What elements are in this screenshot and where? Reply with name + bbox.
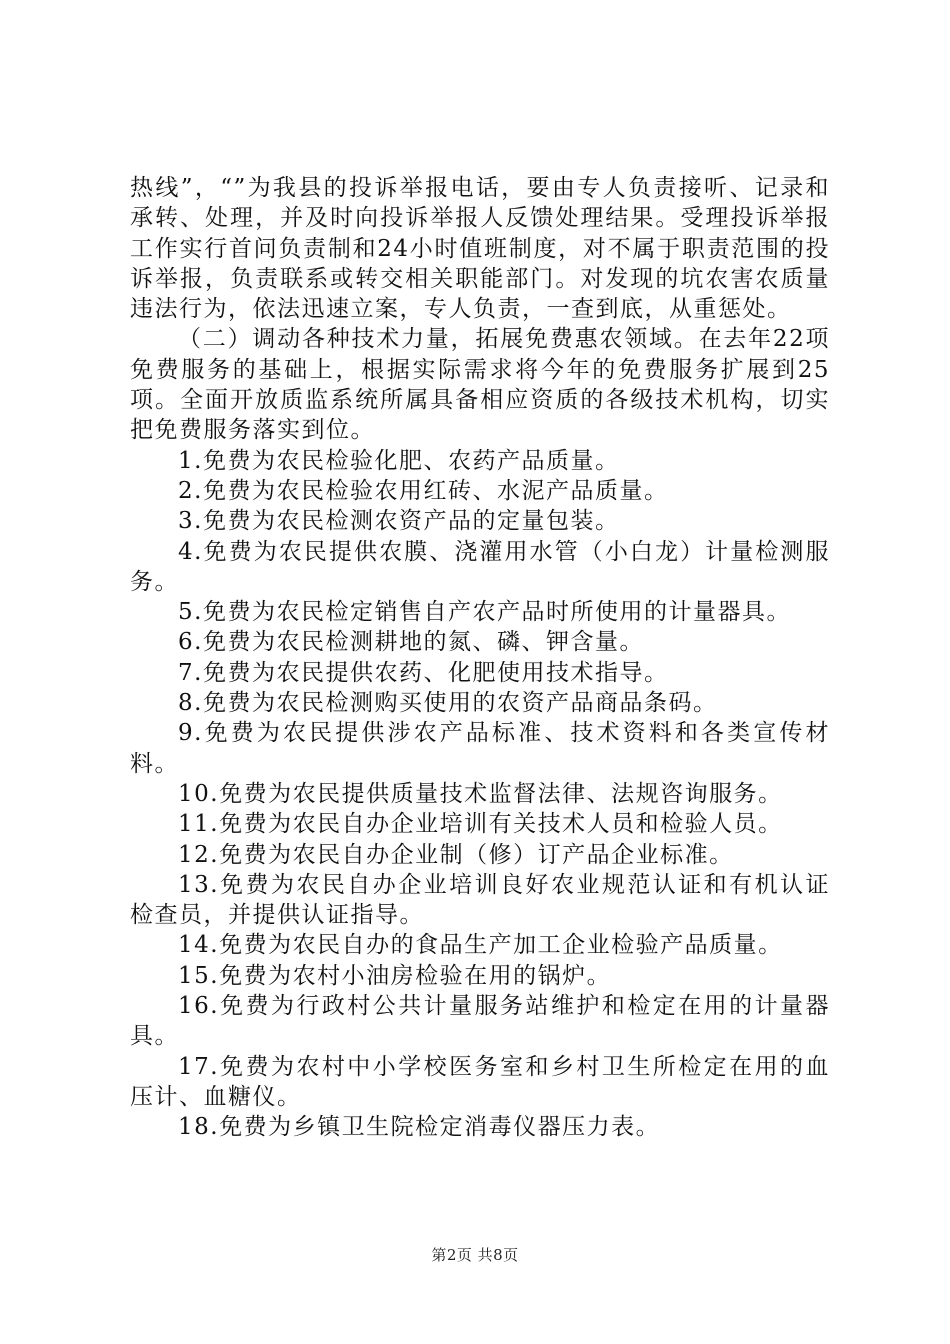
- list-item: 1.免费为农民检验化肥、农药产品质量。: [178, 447, 620, 474]
- list-item: 9.免费为农民提供涉农产品标准、技术资料和各类宣传材料。: [130, 720, 830, 777]
- list-item: 18.免费为乡镇卫生院检定消毒仪器压力表。: [178, 1114, 661, 1141]
- list-item: 5.免费为农民检定销售自产农产品时所使用的计量器具。: [178, 599, 791, 626]
- list-item: 13.免费为农民自办企业培训良好农业规范认证和有机认证检查员，并提供认证指导。: [130, 871, 830, 929]
- paragraph-hotline: 热线”，“”为我县的投诉举报电话，要由专人负责接听、记录和承转、处理，并及时向投诉举报人反馈处理结果。受理投诉举报工作实行首问负责制和24小时值班制度，对不属于职责范围的投诉举报，负责联系或转交相关职能部门。对发现的坑农害农质量违法行为，依法迅速立案，专人负责，一查到底，从重惩处。: [130, 175, 830, 323]
- list-item: 4.免费为农民提供农膜、浇灌用水管（小白龙）计量检测服务。: [130, 538, 830, 595]
- list-item: 15.免费为农村小油房检验在用的锅炉。: [178, 962, 612, 989]
- list-item: 17.免费为农村中小学校医务室和乡村卫生所检定在用的血压计、血糖仪。: [130, 1053, 830, 1110]
- list-item: 8.免费为农民检测购买使用的农资产品商品条码。: [178, 690, 718, 717]
- list-item: 10.免费为农民提供质量技术监督法律、法规咨询服务。: [178, 780, 783, 807]
- page-number-footer: 第2页 共8页: [431, 1246, 519, 1264]
- list-item: 16.免费为行政村公共计量服务站维护和检定在用的计量器具。: [130, 993, 830, 1050]
- document-body: [130, 173, 830, 1143]
- list-item: 14.免费为农民自办的食品生产加工企业检验产品质量。: [178, 932, 783, 959]
- list-item: 2.免费为农民检验农用红砖、水泥产品质量。: [178, 477, 669, 504]
- list-item: 12.免费为农民自办企业制（修）订产品企业标准。: [178, 841, 734, 868]
- paragraph-section-two: （二）调动各种技术力量，拓展免费惠农领域。在去年22项免费服务的基础上，根据实际需求将今年的免费服务扩展到25项。全面开放质监系统所属具备相应资质的各级技术机构，切实把免费服务落实到位。: [130, 326, 830, 444]
- list-item: 6.免费为农民检测耕地的氮、磷、钾含量。: [178, 629, 644, 656]
- list-item: 3.免费为农民检测农资产品的定量包装。: [178, 508, 620, 535]
- list-item: 11.免费为农民自办企业培训有关技术人员和检验人员。: [178, 811, 783, 838]
- list-item: 7.免费为农民提供农药、化肥使用技术指导。: [178, 659, 669, 686]
